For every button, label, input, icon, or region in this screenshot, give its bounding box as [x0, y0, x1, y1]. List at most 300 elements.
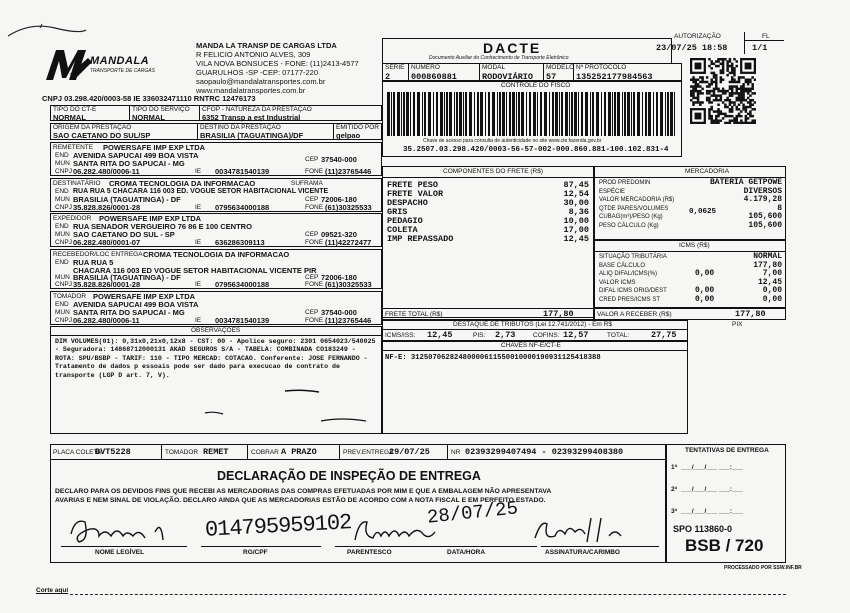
qr-module: [697, 90, 699, 92]
qr-module: [731, 69, 733, 71]
cep-label: CEP: [305, 156, 319, 163]
qr-module: [710, 63, 712, 65]
qr-module: [740, 92, 742, 94]
qr-module: [749, 113, 751, 115]
barcode-bar: [436, 92, 438, 136]
qr-module: [754, 78, 756, 80]
tipo-servico-label: TIPO DO SERVIÇO: [132, 106, 190, 113]
qr-module: [731, 85, 733, 87]
qr-module: [720, 110, 722, 112]
emitter-email: saopaulo@mandalatransportes.com.br: [196, 77, 326, 86]
qr-module: [706, 92, 708, 94]
qr-module: [751, 88, 753, 90]
recebedor-label: RECEBEDOR/LOC ENTREGA: [53, 251, 143, 258]
qr-module: [749, 106, 751, 108]
qr-module: [754, 92, 756, 94]
bottom-info-bar: [50, 444, 666, 460]
qr-module: [699, 81, 701, 83]
protocolo-value: 135252177984563: [576, 72, 653, 82]
spo-code: SPO 113860-0: [673, 524, 733, 534]
qr-module: [720, 81, 722, 83]
qr-module: [736, 119, 738, 121]
destino-label: DESTINO DA PRESTAÇÃO: [200, 124, 281, 131]
barcode-bar: [410, 92, 411, 136]
qr-module: [726, 115, 728, 117]
qr-module: [724, 104, 726, 106]
autorizacao-value: 23/07/25 18:58: [656, 43, 728, 53]
qr-module: [724, 90, 726, 92]
qr-module: [697, 97, 699, 99]
origem-label: ORIGEM DA PRESTAÇÃO: [53, 124, 132, 131]
qr-module: [720, 76, 722, 78]
qr-module: [742, 99, 744, 101]
barcode-bar: [518, 92, 520, 136]
qr-module: [731, 119, 733, 121]
barcode-bar: [578, 92, 579, 136]
qr-module: [701, 78, 703, 80]
serie-value: 2: [385, 72, 391, 82]
qr-module: [729, 85, 731, 87]
qr-module: [699, 85, 701, 87]
cnpj-label: CNPJ: [55, 204, 72, 211]
qr-module: [751, 99, 753, 101]
mercadoria-row-label: VALOR MERCADORIA (R$): [599, 197, 675, 203]
qr-module: [740, 76, 742, 78]
qr-module: [731, 110, 733, 112]
destinatario-mun: BRASILIA (TAGUATINGA) - DF: [73, 195, 181, 204]
qr-module: [692, 78, 694, 80]
qr-module: [745, 108, 747, 110]
emitter-address3: GUARULHOS -SP -CEP: 07177-220: [196, 68, 318, 77]
tomador-cnpj: 06.282.480/0006-11: [73, 316, 140, 325]
declaracao-box: [50, 460, 666, 563]
bsb-code: BSB / 720: [685, 536, 764, 555]
qr-module: [740, 85, 742, 87]
qr-module: [722, 63, 724, 65]
barcode-bar: [406, 92, 409, 136]
frete-total-label: FRETE TOTAL (R$): [385, 311, 443, 318]
qr-module: [736, 85, 738, 87]
barcode-bar: [585, 92, 588, 136]
icms-row-value: NORMAL: [753, 252, 782, 261]
componente-value: 8,36: [568, 207, 589, 217]
tentativas-box: [666, 444, 786, 563]
barcode-bar: [454, 92, 455, 136]
numero-value: 000860881: [411, 72, 457, 82]
qr-module: [692, 88, 694, 90]
recebedor-cep: 72006-180: [321, 273, 357, 282]
fone-label: FONE: [305, 204, 324, 211]
barcode-bar: [596, 92, 599, 136]
destinatario-end: RUA RUA 5 CHACARA 116 003 ED. VOGUE SETOR HABITACIONAL VICENTE: [73, 188, 329, 195]
icms-row-value: 12,45: [757, 277, 782, 287]
qr-module: [715, 117, 717, 119]
qr-module: [715, 97, 717, 99]
qr-module: [720, 99, 722, 101]
qr-module: [726, 97, 728, 99]
barcode-bar: [480, 92, 483, 136]
cnpj-label: CNPJ: [55, 239, 72, 246]
qr-module: [722, 60, 724, 62]
cep-label: CEP: [305, 231, 319, 238]
barcode-bar: [387, 92, 390, 136]
qr-module: [710, 67, 712, 69]
barcode-bar: [549, 92, 550, 136]
qr-module: [747, 122, 749, 124]
qr-module: [713, 119, 715, 121]
qr-module: [742, 85, 744, 87]
qr-module: [747, 78, 749, 80]
qr-module: [751, 83, 753, 85]
qr-module: [722, 67, 724, 69]
qr-module: [715, 85, 717, 87]
cut-line: [70, 594, 786, 595]
observacoes-box: [50, 326, 382, 434]
qr-module: [708, 85, 710, 87]
qr-module: [692, 81, 694, 83]
frete-total-value: 177,80: [543, 309, 574, 319]
qr-module: [699, 90, 701, 92]
mercadoria-row-value: DIVERSOS: [743, 186, 782, 196]
remetente-end: AVENIDA SAPUCAI 499 BOA VISTA: [73, 151, 199, 160]
barcode-bar: [648, 92, 651, 136]
qr-module: [729, 72, 731, 74]
barcode-bar: [516, 92, 517, 136]
qr-module: [731, 106, 733, 108]
modelo-label: MODELO: [546, 64, 575, 71]
componente-name: GRIS: [387, 207, 408, 217]
qr-module: [713, 110, 715, 112]
qr-module: [747, 97, 749, 99]
mercadoria-row-value: 4.179,28: [743, 195, 782, 204]
mercadoria-header: MERCADORIA: [685, 168, 730, 175]
autorizacao-label: AUTORIZAÇÃO: [674, 33, 721, 40]
qr-module: [697, 78, 699, 80]
qr-module: [729, 108, 731, 110]
barcode-bar: [674, 92, 675, 136]
qr-module: [722, 88, 724, 90]
icms-box: [594, 240, 786, 308]
qr-module: [697, 83, 699, 85]
qr-module: [747, 83, 749, 85]
cofins-label: COFINS:: [533, 332, 560, 339]
icms-row-label: SITUAÇÃO TRIBUTÁRIA: [599, 254, 667, 260]
barcode-bar: [617, 92, 620, 136]
tipo-cte-label: TIPO DO CT-E: [53, 106, 97, 113]
qr-module: [717, 104, 719, 106]
barcode-bar: [526, 92, 527, 136]
qr-module: [715, 110, 717, 112]
icms-header: ICMS (R$): [679, 242, 710, 249]
barcode-bar: [592, 92, 594, 136]
emitter-address1: R FELICIO ANTONIO ALVES, 309: [196, 50, 311, 59]
qr-module: [751, 122, 753, 124]
qr-finder: [695, 113, 702, 120]
recebedor-fone: (61)30325533: [325, 280, 372, 289]
qr-module: [690, 90, 692, 92]
barcode-bar: [477, 92, 479, 136]
qr-module: [715, 76, 717, 78]
qr-module: [738, 94, 740, 96]
qr-module: [713, 99, 715, 101]
cfop-value: 6352 Transp a est Industrial: [202, 113, 301, 122]
qr-module: [708, 113, 710, 115]
qr-module: [695, 78, 697, 80]
qr-module: [745, 78, 747, 80]
barcode-bar: [631, 92, 632, 136]
tomador-bar-label: TOMADOR: [165, 449, 199, 456]
expedidor-fone: (11)42272477: [325, 238, 372, 247]
tributos-header: DESTAQUE DE TRIBUTOS (Lei 12.741/2012) - Em R$: [453, 321, 612, 328]
destino-value: BRASILIA (TAGUATINGA)/DF: [200, 131, 304, 140]
qr-module: [717, 60, 719, 62]
expedidor-end: RUA SENADOR VERGUEIRO 76 86 E 100 CENTRO: [73, 222, 252, 231]
qr-module: [726, 65, 728, 67]
valor-receber-label: VALOR A RECEBER (R$): [597, 311, 672, 318]
destinatario-box: [50, 178, 382, 212]
qr-module: [738, 81, 740, 83]
cnpj-label: CNPJ: [55, 317, 72, 324]
qr-module: [729, 65, 731, 67]
corte-aqui-label: Corte aqui: [36, 587, 69, 594]
modelo-value: 57: [546, 72, 557, 82]
qr-module: [738, 104, 740, 106]
origem-value: SAO CAETANO DO SUL/SP: [53, 131, 151, 140]
qr-module: [701, 76, 703, 78]
componente-name: FRETE VALOR: [387, 189, 444, 199]
qr-module: [706, 85, 708, 87]
qr-module: [722, 58, 724, 60]
qr-module: [717, 58, 719, 60]
qr-module: [706, 90, 708, 92]
frete-total-row: [382, 308, 594, 320]
qr-module: [751, 104, 753, 106]
mun-label: MUN: [55, 274, 70, 281]
mercadoria-row-value: 105,600: [748, 220, 782, 230]
remetente-ie: 0034781540139: [215, 167, 270, 176]
qr-module: [715, 78, 717, 80]
barcode-bar: [422, 92, 423, 136]
qr-module: [749, 78, 751, 80]
qr-module: [742, 97, 744, 99]
barcode-bar: [393, 92, 395, 136]
barcode-bar: [574, 92, 577, 136]
handwritten-rg: 014795959102: [204, 510, 352, 543]
numero-label: NÚMERO: [411, 64, 440, 71]
barcode-bar: [465, 92, 467, 136]
qr-module: [740, 90, 742, 92]
remetente-cep: 37540-000: [321, 155, 357, 164]
qr-module: [710, 83, 712, 85]
qr-module: [736, 65, 738, 67]
icms-iss-label: ICMS/ISS:: [385, 332, 416, 339]
qr-module: [738, 92, 740, 94]
qr-module: [733, 119, 735, 121]
qr-module: [717, 113, 719, 115]
remetente-box: [50, 142, 382, 176]
expedidor-label: EXPEDIDOR: [53, 215, 92, 222]
qr-module: [729, 60, 731, 62]
mercadoria-row-label: PESO CÁLCULO (Kg): [599, 222, 659, 229]
fone-label: FONE: [305, 239, 324, 246]
emitter-name: MANDA LA TRANSP DE CARGAS LTDA: [196, 41, 337, 50]
barcode-bar: [544, 92, 547, 136]
remetente-label: REMETENTE: [53, 144, 94, 151]
componente-value: 87,45: [563, 180, 589, 190]
qr-module: [715, 122, 717, 124]
qr-module: [720, 113, 722, 115]
qr-module: [708, 99, 710, 101]
qr-module: [740, 110, 742, 112]
barcode-bar: [608, 92, 611, 136]
protocolo-label: Nº PROTOCOLO: [576, 64, 627, 71]
qr-module: [729, 81, 731, 83]
qr-module: [731, 94, 733, 96]
recebedor-name: CROMA TECNOLOGIA DA INFORMACAO: [143, 250, 290, 259]
qr-module: [710, 119, 712, 121]
qr-module: [701, 81, 703, 83]
qr-module: [733, 117, 735, 119]
qr-module: [740, 97, 742, 99]
qr-module: [713, 88, 715, 90]
barcode-bar: [391, 92, 392, 136]
qr-module: [742, 76, 744, 78]
qr-module: [729, 58, 731, 60]
end-label: END: [55, 152, 69, 159]
mun-label: MUN: [55, 309, 70, 316]
qr-module: [692, 90, 694, 92]
qr-module: [726, 60, 728, 62]
qr-module: [726, 69, 728, 71]
recebedor-end: RUA RUA 5: [73, 258, 114, 267]
icms-row-value: 0,00: [762, 295, 782, 304]
qr-module: [699, 92, 701, 94]
qr-module: [708, 90, 710, 92]
assinatura-label: ASSINATURA/CARIMBO: [545, 549, 620, 556]
qr-module: [710, 115, 712, 117]
qr-module: [690, 78, 692, 80]
tentativa-3-slots: ___/___/___ ___:___: [681, 508, 743, 515]
qr-module: [690, 92, 692, 94]
qr-module: [731, 108, 733, 110]
qr-module: [695, 97, 697, 99]
qr-module: [720, 119, 722, 121]
componente-name: FRETE PESO: [387, 180, 439, 190]
barcode-bar: [509, 92, 511, 136]
qr-module: [742, 94, 744, 96]
mun-label: MUN: [55, 160, 70, 167]
chave-hint: Chave de acesso para consulta de autenticidade no site www.cte.fazenda.gov.br: [423, 138, 602, 144]
qr-module: [713, 90, 715, 92]
qr-module: [717, 115, 719, 117]
qr-module: [710, 101, 712, 103]
emitido-label: EMITIDO POR: [336, 124, 379, 131]
qr-module: [717, 108, 719, 110]
handwritten-date: 28/07/25: [426, 497, 520, 529]
qr-module: [745, 99, 747, 101]
barcode-icon: [387, 92, 677, 136]
signature-assinatura-icon: [529, 510, 639, 548]
barcode-bar: [512, 92, 515, 136]
prev-entrega-label: PREV.ENTREGA: [343, 449, 394, 456]
qr-module: [731, 115, 733, 117]
barcode-bar: [469, 92, 472, 136]
qr-module: [690, 99, 692, 101]
qr-module: [736, 81, 738, 83]
qr-module: [706, 99, 708, 101]
qr-finder: [745, 63, 752, 70]
recebedor-cnpj: 35.828.826/0001-28: [73, 280, 141, 289]
tentativa-1-slots: ___/___/___ ___:___: [681, 464, 743, 471]
qr-module: [749, 88, 751, 90]
qr-module: [736, 117, 738, 119]
qr-module: [699, 76, 701, 78]
observacoes-text: DIM VOLUMES(01): 0,31x0,21x0,12x8 - CST: 00 - Apolice seguro: 2301 0654023/540025 - Seguradora: 14868712000131 AKAD SEGUROS S/A - TABELA: COMBINADA CO183249 - ROTA: SPU/BSBP - TARIF: 110 - TIPO MERCAD: COTACAO. Conferente: JOSE FERNANDO - Tratamento de dados p essoais pode ser dado para execucao de contrato de transporte (LGP D art. 7, V).: [55, 338, 376, 379]
modal-value: RODOVIÁRIO: [482, 72, 534, 82]
qr-module: [710, 106, 712, 108]
cofins-value: 12,57: [563, 330, 589, 340]
tipo-servico-value: NORMAL: [132, 113, 165, 122]
qr-module: [736, 90, 738, 92]
qr-module: [715, 94, 717, 96]
qr-module: [729, 110, 731, 112]
qr-module: [751, 76, 753, 78]
qr-module: [713, 63, 715, 65]
qr-module: [726, 67, 728, 69]
qr-module: [720, 78, 722, 80]
qr-module: [692, 94, 694, 96]
qr-module: [733, 85, 735, 87]
chaves-label: CHAVES NF-E/CT-E: [501, 342, 561, 349]
qr-module: [751, 108, 753, 110]
qr-module: [738, 76, 740, 78]
qr-module: [729, 101, 731, 103]
expedidor-cnpj: 06.282.480/0001-07: [73, 238, 141, 247]
tomador-end: AVENIDA SAPUCAI 499 BOA VISTA: [73, 300, 199, 309]
qr-module: [731, 81, 733, 83]
controle-fisco-label: CONTROLE DO FISCO: [501, 82, 571, 89]
prev-entrega-value: 29/07/25: [389, 447, 430, 457]
qr-module: [708, 58, 710, 60]
destinatario-fone: (61)30325533: [325, 203, 372, 212]
barcode-bar: [561, 92, 563, 136]
icms-row-value: 0,00: [762, 286, 782, 296]
barcode-bar: [571, 92, 573, 136]
qr-module: [695, 88, 697, 90]
qr-module: [747, 106, 749, 108]
qr-module: [717, 119, 719, 121]
qr-module: [738, 115, 740, 117]
barcode-bar: [612, 92, 613, 136]
qr-module: [733, 101, 735, 103]
emitter-cnpj-line: CNPJ 03.298.420/0003-58 IE 336032471110 RNTRC 12476173: [42, 94, 256, 103]
qr-module: [736, 99, 738, 101]
qr-module: [742, 104, 744, 106]
barcode-bar: [604, 92, 606, 136]
declaracao-line2: AVARIAS E NEM SINAL DE VIOLAÇÃO. DECLARO AINDA QUE AS MERCADORIAS ESTÃO DE ACORDO COM A NOTA FISCAL E EM PERFEITO ESTADO.: [55, 497, 546, 504]
qr-module: [710, 117, 712, 119]
mercadoria-row-label: QTDE PARES/VOLUMES: [599, 205, 669, 212]
declaracao-line1: DECLARO PARA OS DEVIDOS FINS QUE RECEBI AS MERCADORIAS DAS COMPRAS EFETUADAS POR MIM E QUE A EMBALAGEM NÃO APRESENTAVA: [55, 488, 552, 495]
placa-value: BVT5228: [95, 447, 131, 457]
qr-module: [715, 60, 717, 62]
qr-module: [729, 104, 731, 106]
qr-module: [724, 113, 726, 115]
expedidor-mun: SAO CAETANO DO SUL - SP: [73, 230, 175, 239]
expedidor-name: POWERSAFE IMP EXP LTDA: [99, 214, 202, 223]
cobrar-label: COBRAR: [251, 449, 279, 456]
nome-legivel-label: NOME LEGÍVEL: [95, 549, 145, 556]
